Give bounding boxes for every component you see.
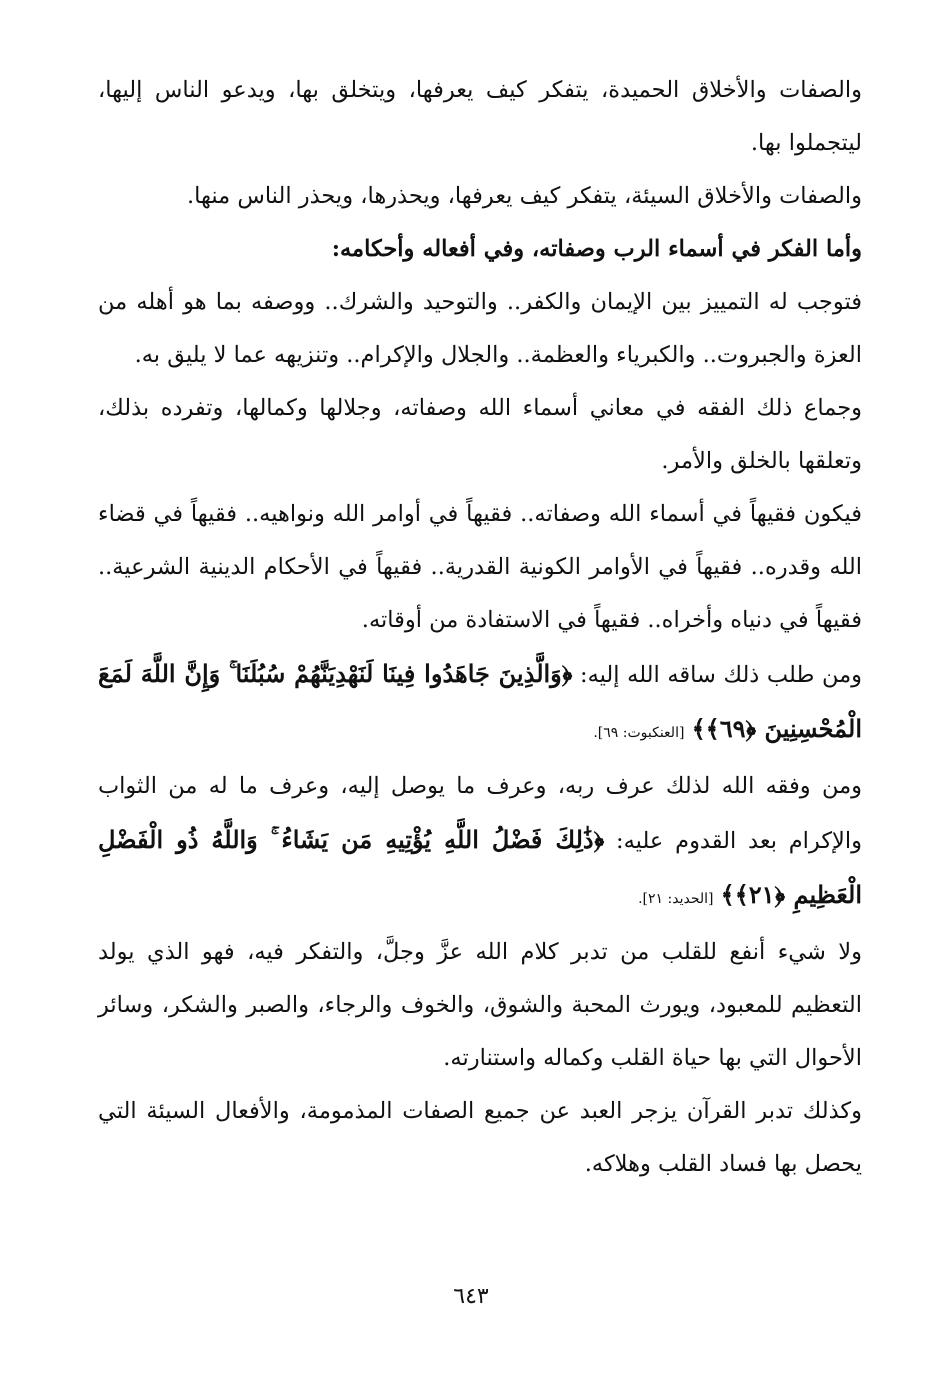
verse-paragraph [98, 760, 862, 926]
paragraph: والصفات والأخلاق الحميدة، يتفكر كيف يعرفها، ويتخلق بها، ويدعو الناس إليها، ليتجملوا بها. [98, 77, 862, 156]
section-heading: وأما الفكر في أسماء الرب وصفاته، وفي أفعاله وأحكامه: [331, 236, 862, 262]
quran-verse: ﴿ذَٰلِكَ فَضْلُ اللَّهِ يُؤْتِيهِ مَن يَشَاءُ ۚ وَاللَّهُ ذُو الْفَضْلِ الْعَظِيمِ ﴿٢١﴾﴾ [98, 825, 862, 909]
paragraph: ولا شيء أنفع للقلب من تدبر كلام الله عزَّ وجلَّ، والتفكر فيه، فهو الذي يولد التعظيم للمعبود، ويورث المحبة والشوق، والخوف والرجاء، والصبر والشكر، وسائر الأحوال التي بها حياة القلب وكماله واستنارته. [98, 939, 862, 1071]
verse-reference: [الحديد: ٢١]. [638, 891, 714, 907]
verse-reference: [العنكبوت: ٦٩]. [593, 725, 685, 741]
paragraph: فتوجب له التمييز بين الإيمان والكفر.. والتوحيد والشرك.. ووصفه بما هو أهله من العزة والجبروت.. والكبرياء والعظمة.. والجلال والإكرام.. وتنزيهه عما لا يليق به. [98, 289, 862, 368]
verse-paragraph [98, 647, 862, 760]
paragraph: وكذلك تدبر القرآن يزجر العبد عن جميع الصفات المذمومة، والأفعال السيئة التي يحصل بها فساد القلب وهلاكه. [98, 1098, 862, 1177]
verse-lead: ومن وفقه الله لذلك عرف ربه، وعرف ما يوصل إليه، وعرف ما له من الثواب والإكرام بعد القدوم عليه: [98, 773, 863, 854]
paragraph: والصفات والأخلاق السيئة، يتفكر كيف يعرفها، ويحذرها، ويحذر الناس منها. [186, 183, 862, 209]
page-number: ٦٤٣ [453, 1284, 489, 1309]
verse-lead: ومن طلب ذلك ساقه الله إليه: [580, 662, 863, 688]
paragraph: وجماع ذلك الفقه في معاني أسماء الله وصفاته، وجلالها وكمالها، وتفرده بذلك، وتعلقها بالخلق والأمر. [98, 395, 862, 474]
paragraph: فيكون فقيهاً في أسماء الله وصفاته.. فقيهاً في أوامر الله ونواهيه.. فقيهاً في قضاء الله وقدره.. فقيهاً في الأوامر الكونية القدرية.. فقيهاً في الأحكام الدينية الشرعية.. فقيهاً في دنياه وأخراه.. فقيهاً في الاستفادة من أوقاته. [98, 501, 862, 633]
page-body [98, 64, 862, 1191]
quran-verse: ﴿وَالَّذِينَ جَاهَدُوا فِينَا لَنَهْدِيَنَّهُمْ سُبُلَنَا ۚ وَإِنَّ اللَّهَ لَمَعَ الْمُحْسِنِينَ ﴿٦٩﴾﴾ [98, 659, 862, 743]
